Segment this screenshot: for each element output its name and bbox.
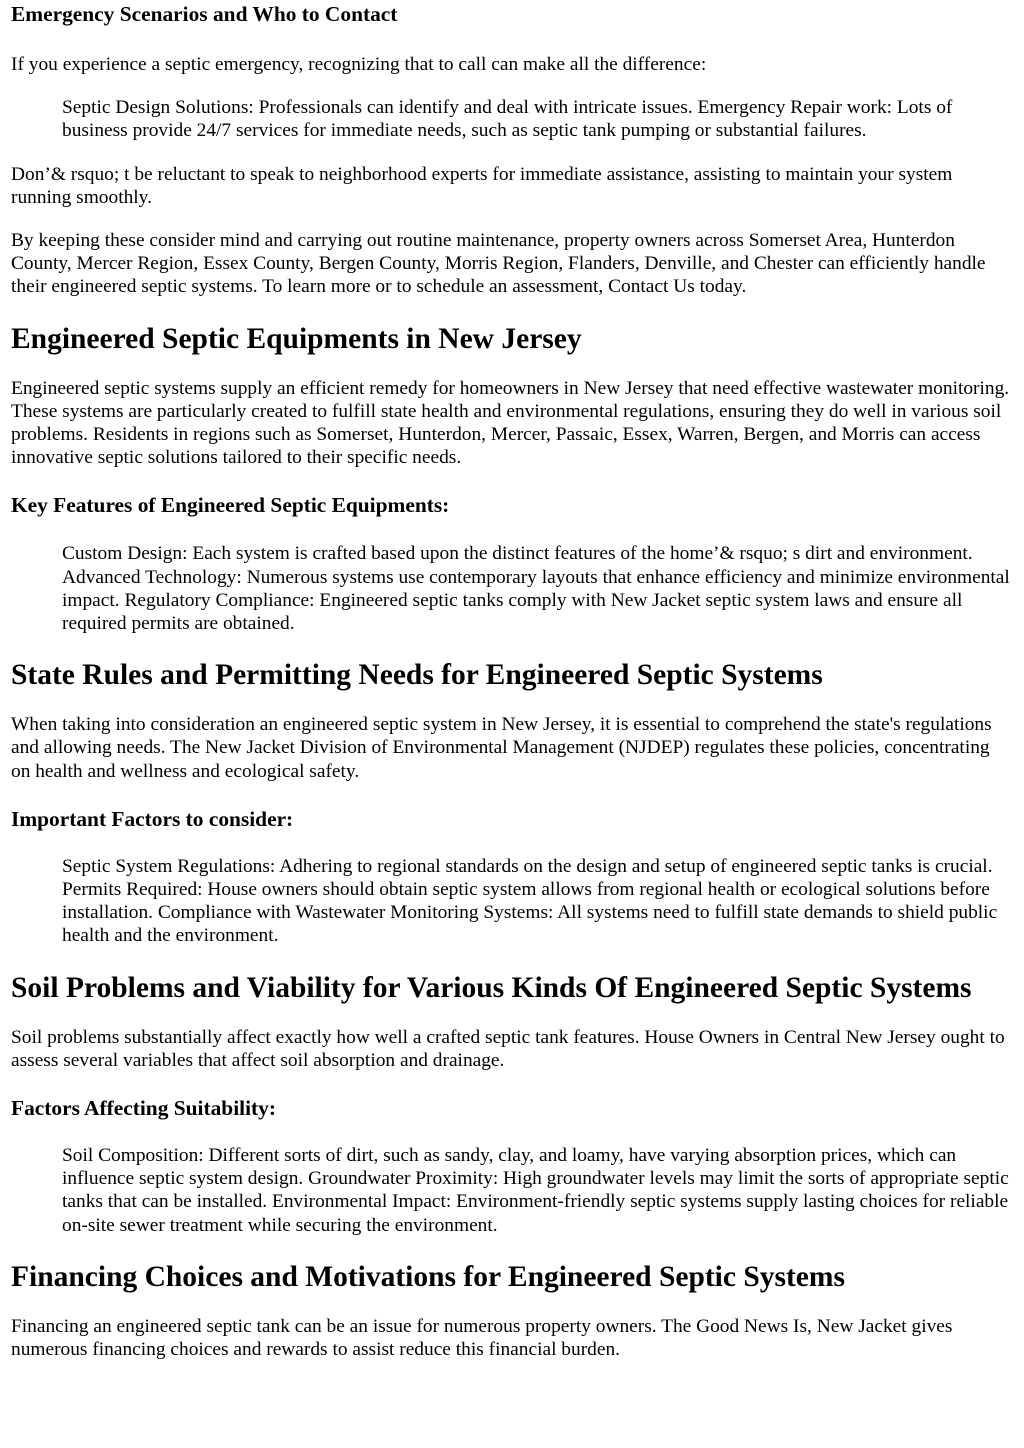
important-factors-heading: Important Factors to consider: xyxy=(11,806,294,831)
engineered-paragraph: Engineered septic systems supply an efficient remedy for homeowners in New Jersey that need effective wastewater monitoring. These systems are particularly created to fulfill state health and environmental regulations, ensuring they do well in various soil problems. Residents in regions such as Somerset, Hunterdon, Mercer, Passaic, Essex, Warren, Bergen, and Morris can access innovative septic solutions tailored to their specific needs. xyxy=(11,377,1010,469)
suitability-heading: Factors Affecting Suitability: xyxy=(11,1096,276,1121)
financing-heading: Financing Choices and Motivations for Engineered Septic Systems xyxy=(11,1260,845,1293)
soil-heading: Soil Problems and Viability for Various Kinds Of Engineered Septic Systems xyxy=(11,971,972,1004)
emergency-heading: Emergency Scenarios and Who to Contact xyxy=(11,2,398,26)
rules-paragraph: When taking into consideration an engineered septic system in New Jersey, it is essential to comprehend the state's regulations and allowing needs. The New Jacket Division of Environmental Management (NJDEP) regulates these policies, concentrating on health and wellness and ecological safety. xyxy=(11,714,992,782)
key-features-heading: Key Features of Engineered Septic Equipments: xyxy=(11,493,450,518)
important-factors-quote: Septic System Regulations: Adhering to regional standards on the design and setup of engineered septic tanks is crucial. Permits Required: House owners should obtain septic system allows from regional health or ecological solutions before installation. Compliance with Wastewater Monitoring Systems: All systems need to fulfill state demands to shield public health and the environment. xyxy=(62,855,998,947)
key-features-quote: Custom Design: Each system is crafted based upon the distinct features of the home’& rsquo; s dirt and environment. Advanced Technology: Numerous systems use contemporary layouts that enhance efficiency and minimize environmental impact. Regulatory Compliance: Engineered septic tanks comply with New Jacket septic system laws and ensure all required permits are obtained. xyxy=(62,543,1010,635)
soil-paragraph: Soil problems substantially affect exactly how well a crafted septic tank features. House Owners in Central New Jersey ought to assess several variables that affect soil absorption and drainage. xyxy=(11,1026,1005,1071)
emergency-intro: If you experience a septic emergency, recognizing that to call can make all the difference: xyxy=(11,54,707,75)
suitability-quote: Soil Composition: Different sorts of dirt, such as sandy, clay, and loamy, have varying absorption prices, which can influence septic system design. Groundwater Proximity: High groundwater levels may limit the sorts of appropriate septic tanks that can be installed. Environmental Impact: Environment-friendly septic systems supply lasting choices for reliable on-site sewer treatment while securing the environment. xyxy=(62,1145,1009,1236)
rules-heading: State Rules and Permitting Needs for Engineered Septic Systems xyxy=(11,659,823,692)
emergency-quote: Septic Design Solutions: Professionals can identify and deal with intricate issues. Emergency Repair work: Lots of business provide 24/7 services for immediate needs, such as septic tank pumping or substantial failures. xyxy=(62,97,953,142)
financing-paragraph: Financing an engineered septic tank can be an issue for numerous property owners. The Good News Is, New Jacket gives numerous financing choices and rewards to assist reduce this financial burden. xyxy=(11,1315,953,1361)
engineered-heading: Engineered Septic Equipments in New Jersey xyxy=(11,322,582,355)
article xyxy=(0,2,1024,1361)
emergency-paragraph-1: Don’& rsquo; t be reluctant to speak to neighborhood experts for immediate assistance, assisting to maintain your system running smoothly. xyxy=(11,163,953,208)
emergency-paragraph-2: By keeping these consider mind and carrying out routine maintenance, property owners across Somerset Area, Hunterdon County, Mercer Region, Essex County, Bergen County, Morris Region, Flanders, Denville, and Chester can efficiently handle their engineered septic systems. To learn more or to schedule an assessment, Contact Us today. xyxy=(11,230,986,298)
